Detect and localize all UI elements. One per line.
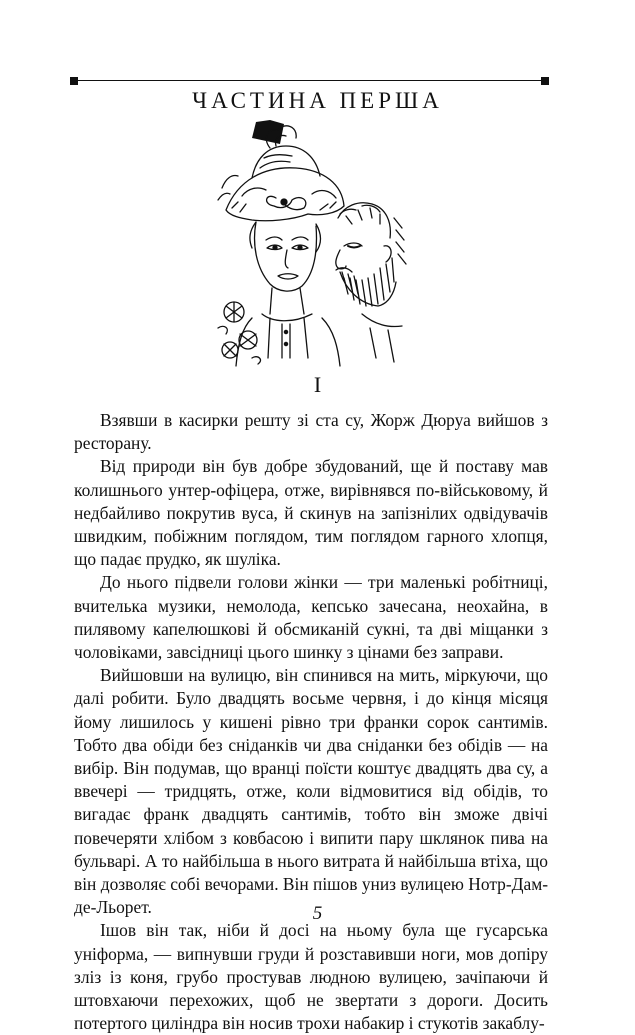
body-text — [74, 409, 548, 1035]
paragraph: Взявши в касирки решту зі ста су, Жорж Дюруа вийшов з ресторану. — [74, 410, 548, 454]
header-rule — [74, 80, 545, 81]
header-rule-right-marker — [541, 77, 549, 85]
chapter-number: I — [313, 372, 322, 397]
paragraph: До нього підвели голови жінки — три маленькі робітниці, вчителька музики, немолода, кепсько зачесана, неохайна, в пилявому капелюшкові й обсмиканій сукні, та дві міщанки з чоловіками, завсідниці цього шинку з цінами без заправи. — [74, 572, 548, 663]
paragraph: Ішов він так, ніби й досі на ньому була ще гусарська уніформа, — випнувши груди й розставивши ноги, мов допіру зліз із коня, грубо простував людною вулицею, зачіпаючи й штовхаючи перехожих, щоб не звертати з дороги. Досить потертого циліндра він носив трохи набакир і стукотів закаблу- — [74, 920, 548, 1034]
page-number: 5 — [312, 903, 323, 924]
paragraph: Вийшовши на вулицю, він спинився на мить, міркуючи, що далі робити. Було двадцять восьме червня, і до кінця місяця йому лишилось у кишені рівно три франки сорок сантимів. Тобто два обіди без сніданків чи два сніданки без обідів — на вибір. Він подумав, що вранці поїсти коштує двадцять два су, а ввечері — тридцять, отже, коли відмовитися від обідів, то вигадає франк двадцять сантимів, тобто він зможе двічі повечеряти хлібом з ковбасою і випити пару шклянок пива на бульварі. А то найбільша в нього витрата й найбільша втіха, що він дозволяє собі вечорами. Він пішов униз вулицею Нотр-Дам-де-Льорет. — [74, 665, 548, 918]
header-rule-left-marker — [70, 77, 78, 85]
part-title: ЧАСТИНА ПЕРША — [192, 88, 443, 113]
paragraph: Від природи він був добре збудований, ще й поставу мав колишнього унтер-офіцера, отже, вирівнявся по-військовому, й недбайливо покрутив вуса, й скинув на запізнілих одвідувачів швидким, побіжним поглядом, тим поглядом гарного хлопця, що падає прудко, як шуліка. — [74, 456, 548, 570]
illustration — [212, 118, 408, 370]
